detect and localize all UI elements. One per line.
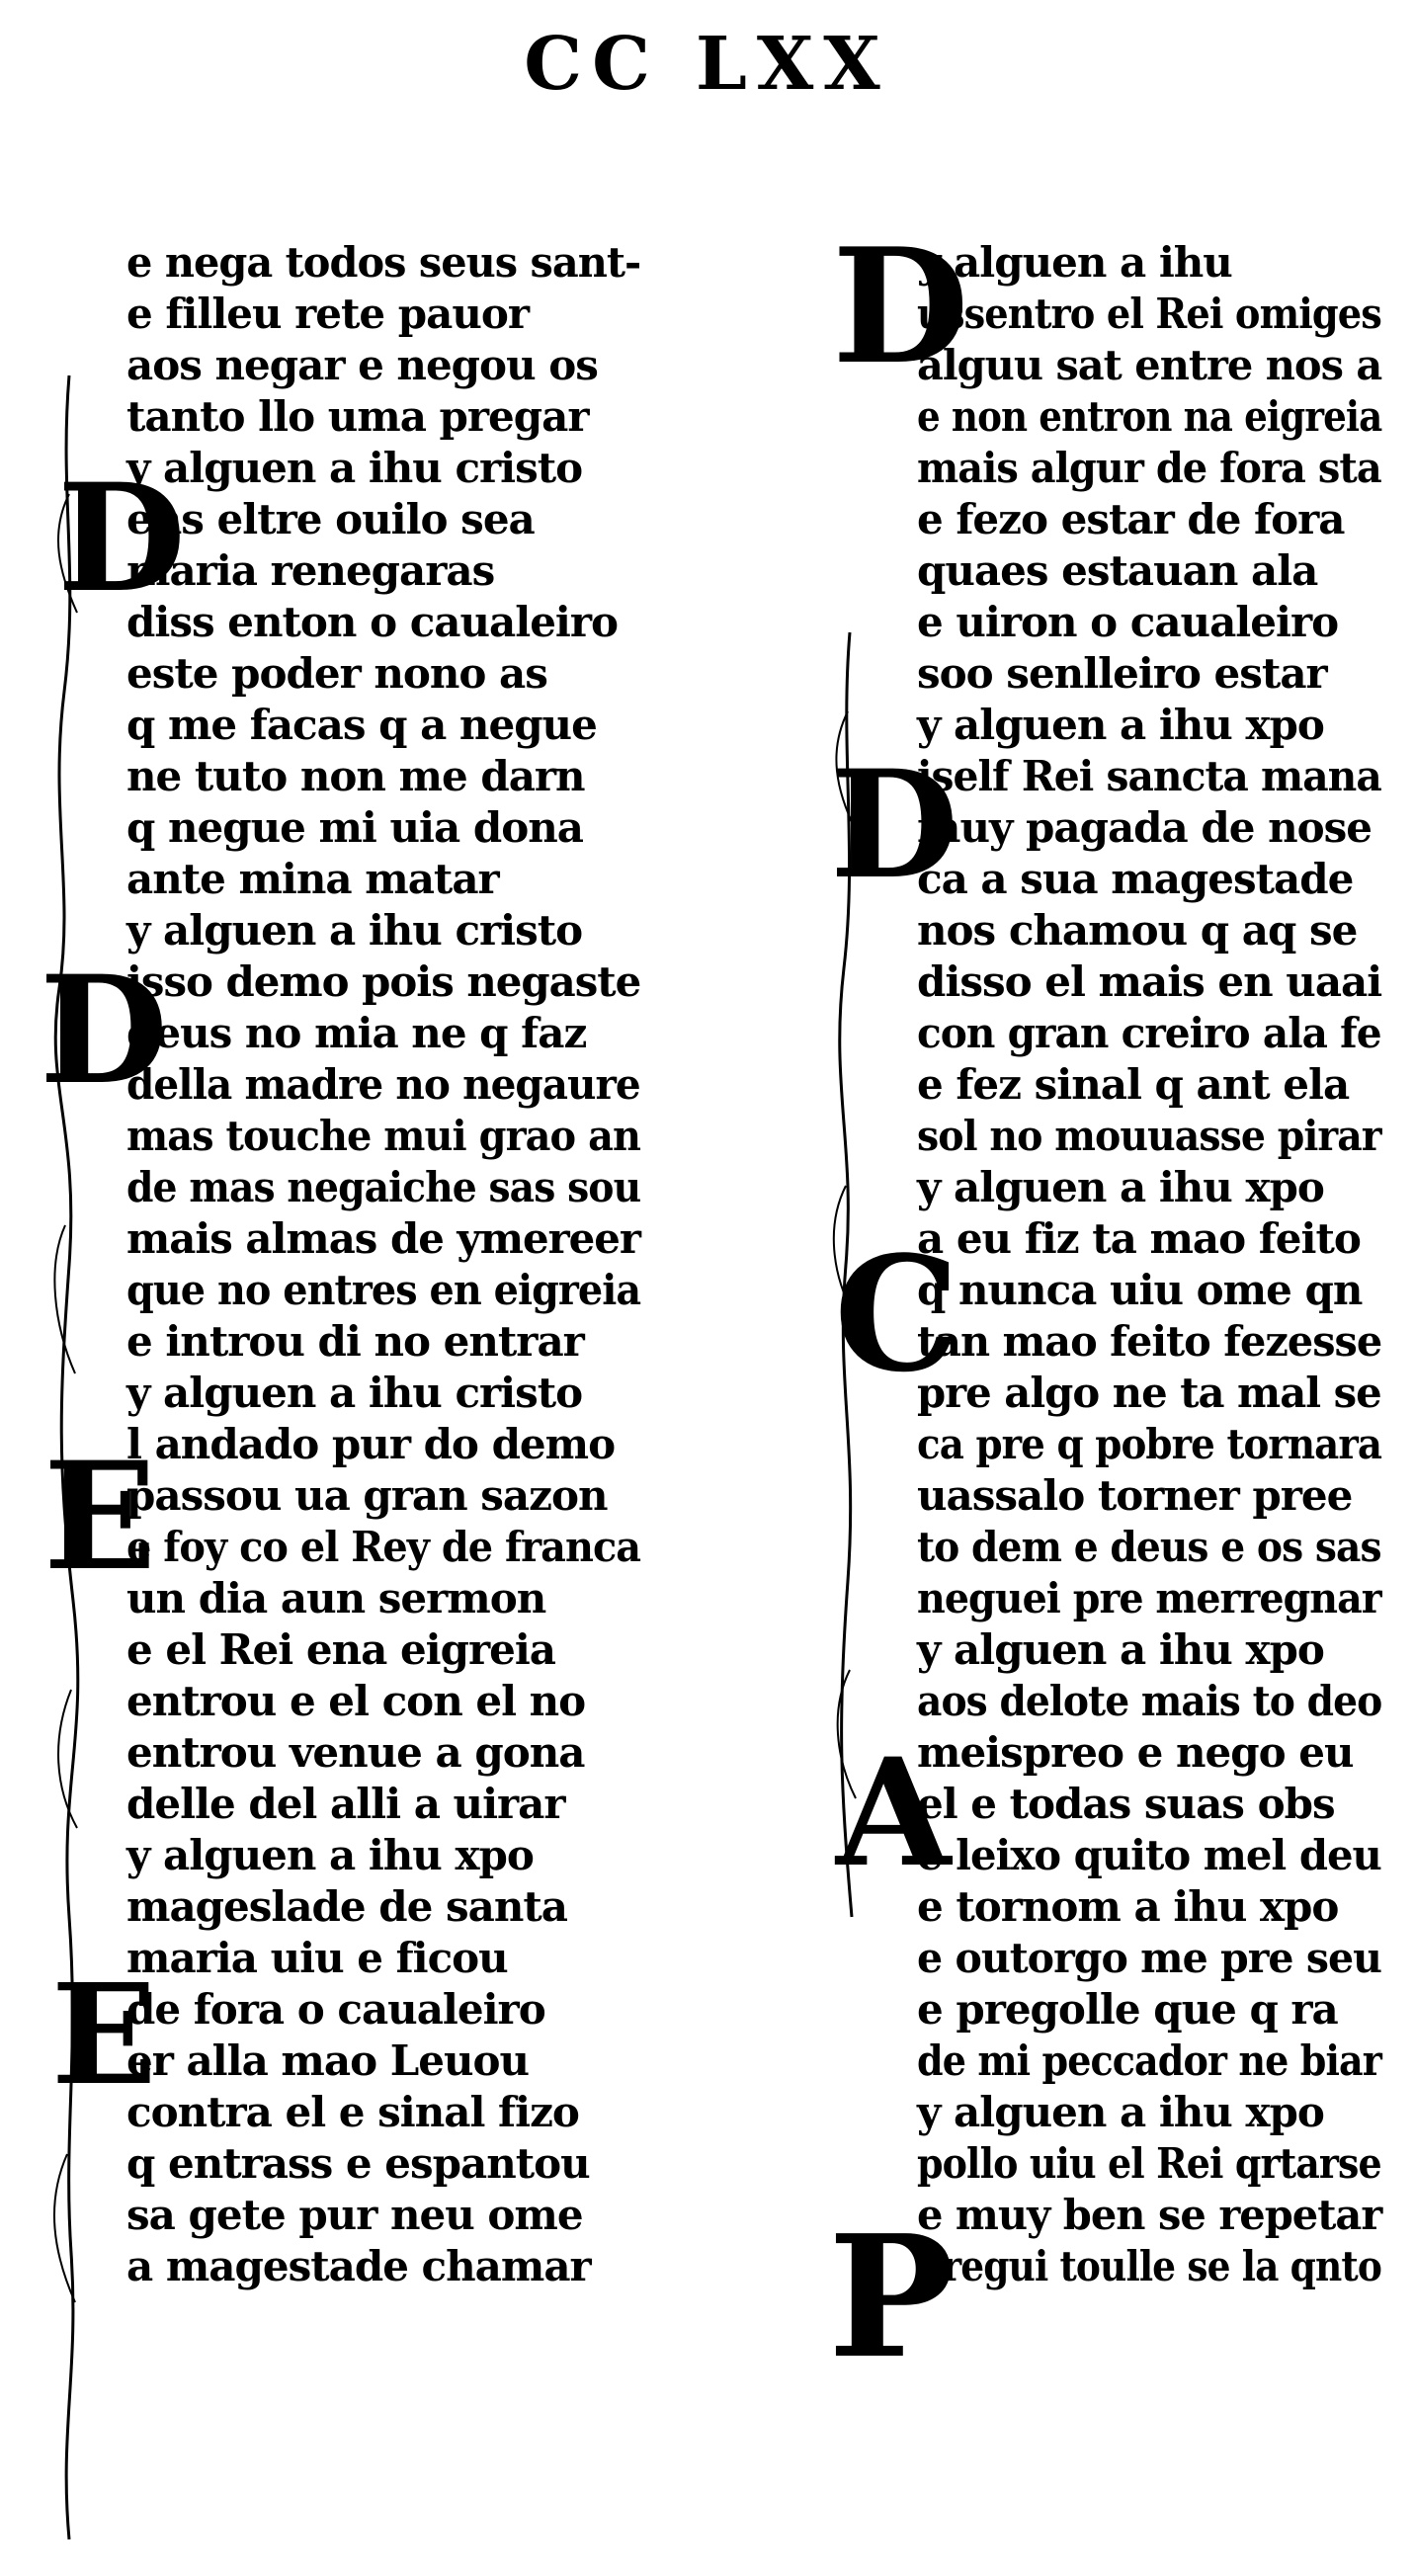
text-line: y alguen a ihu cristo: [126, 1369, 583, 1417]
text-line: e non entron na eigreia: [917, 392, 1382, 441]
text-line: e tornom a ihu xpo: [917, 1882, 1339, 1931]
text-line: e pregolle que q ra: [917, 1985, 1338, 2034]
text-line: della madre no negaure: [126, 1060, 640, 1109]
text-line: disso el mais en uaai: [917, 957, 1382, 1006]
text-line: aos negar e negou os: [126, 341, 598, 389]
text-line: y alguen a ihu xpo: [917, 1625, 1324, 1674]
text-line: isso demo pois negaste: [126, 957, 641, 1006]
decorated-initial: D: [830, 738, 959, 912]
text-line: ne tuto non me darn: [126, 752, 585, 800]
text-line: quaes estauan ala: [917, 546, 1318, 595]
text-line: er alla mao Leuou: [126, 2036, 530, 2085]
text-line: e filleu rete pauor: [126, 290, 530, 338]
text-line: este poder nono as: [126, 649, 547, 698]
text-line: pollo uiu el Rei qrtarse: [917, 2139, 1381, 2188]
margin-flourish: [30, 375, 99, 2549]
text-line: mas touche mui grao an: [126, 1112, 640, 1160]
text-line: e uiron o caualeiro: [917, 598, 1339, 646]
text-line: iself Rei sancta mana: [917, 752, 1381, 800]
decorated-initial: C: [834, 1221, 960, 1407]
text-line: q negue mi uia dona: [126, 803, 583, 852]
text-line: nos chamou q aq se: [917, 906, 1358, 955]
text-line: to dem e deus e os sas: [917, 1523, 1381, 1571]
text-line: ca a sua magestade: [917, 855, 1354, 903]
text-line: e nega todos seus sant-: [126, 238, 641, 287]
text-line: y alguen a ihu cristo: [126, 444, 583, 492]
text-line: tanto llo uma pregar: [126, 392, 589, 441]
text-line: diss enton o caualeiro: [126, 598, 619, 646]
text-line: muy pagada de nose: [917, 803, 1372, 852]
text-line: neguei pre merregnar: [917, 1574, 1381, 1622]
text-line: mais algur de fora sta: [917, 444, 1381, 492]
text-line: e muy ben se repetar: [917, 2191, 1382, 2239]
text-line: entrou e el con el no: [126, 1677, 586, 1725]
text-line: de mas negaiche sas sou: [126, 1163, 641, 1211]
folio-number: CC LXX: [524, 22, 890, 107]
text-line: ca pre q pobre tornara: [917, 1420, 1382, 1468]
text-line: e el Rei ena eigreia: [126, 1625, 556, 1674]
decorated-initial: D: [832, 213, 969, 399]
text-line: de mi peccador ne biar: [917, 2036, 1381, 2085]
text-line: mais almas de ymereer: [126, 1214, 640, 1263]
decorated-initial: E: [51, 1954, 157, 2117]
text-line: ante mina matar: [126, 855, 499, 903]
text-line: delle del alli a uirar: [126, 1780, 565, 1828]
text-line: a eu fiz ta mao feito: [917, 1214, 1361, 1263]
decorated-initial: A: [836, 1726, 952, 1900]
text-line: deus no mia ne q faz: [126, 1009, 587, 1057]
text-line: y alguen a ihu xpo: [917, 701, 1324, 749]
decorated-initial: D: [40, 944, 169, 1118]
text-line: con gran creiro ala fe: [917, 1009, 1381, 1057]
text-line: ussentro el Rei omiges: [917, 290, 1381, 338]
text-line: passou ua gran sazon: [126, 1471, 608, 1520]
text-line: a magestade chamar: [126, 2242, 591, 2290]
text-line: pre algo ne ta mal se: [917, 1369, 1381, 1417]
text-line: el e todas suas obs: [917, 1780, 1335, 1828]
decorated-initial: E: [43, 1430, 157, 1604]
text-line: y alguen a ihu: [917, 238, 1232, 287]
text-line: e outorgo me pre seu: [917, 1934, 1381, 1982]
text-line: maria uiu e ficou: [126, 1934, 508, 1982]
margin-flourish: [810, 632, 870, 2016]
text-line: pregui toulle se la qnto: [917, 2242, 1381, 2290]
text-line: e introu di no entrar: [126, 1317, 584, 1366]
text-line: q nunca uiu ome qn: [917, 1266, 1363, 1314]
text-line: soo senlleiro estar: [917, 649, 1327, 698]
text-line: q entrass e espantou: [126, 2139, 590, 2188]
text-line: alguu sat entre nos a: [917, 341, 1382, 389]
text-line: entrou venue a gona: [126, 1728, 585, 1777]
text-line: maria renegaras: [126, 546, 495, 595]
text-line: que no entres en eigreia: [126, 1266, 641, 1314]
decorated-initial: D: [57, 452, 187, 625]
text-line: e leixo quito mel deu: [917, 1831, 1381, 1879]
text-line: e foy co el Rey de franca: [126, 1523, 641, 1571]
text-line: sa gete pur neu ome: [126, 2191, 583, 2239]
text-line: aos delote mais to deo: [917, 1677, 1382, 1725]
text-line: meispreo e nego eu: [917, 1728, 1354, 1777]
text-line: uassalo torner pree: [917, 1471, 1353, 1520]
text-line: ens eltre ouilo sea: [126, 495, 535, 543]
text-line: sol no mouuasse pirar: [917, 1112, 1381, 1160]
decorated-initial: P: [828, 2199, 955, 2396]
text-line: un dia aun sermon: [126, 1574, 546, 1622]
text-line: e fez sinal q ant ela: [917, 1060, 1350, 1109]
text-line: q me facas q a negue: [126, 701, 597, 749]
text-line: y alguen a ihu cristo: [126, 906, 583, 955]
text-line: l andado pur do demo: [126, 1420, 616, 1468]
text-line: tan mao feito fezesse: [917, 1317, 1382, 1366]
text-line: mageslade de santa: [126, 1882, 567, 1931]
text-line: e fezo estar de fora: [917, 495, 1345, 543]
text-line: y alguen a ihu xpo: [126, 1831, 534, 1879]
text-line: contra el e sinal fizo: [126, 2088, 579, 2136]
text-line: y alguen a ihu xpo: [917, 2088, 1324, 2136]
text-line: y alguen a ihu xpo: [917, 1163, 1324, 1211]
text-line: de fora o caualeiro: [126, 1985, 545, 2034]
